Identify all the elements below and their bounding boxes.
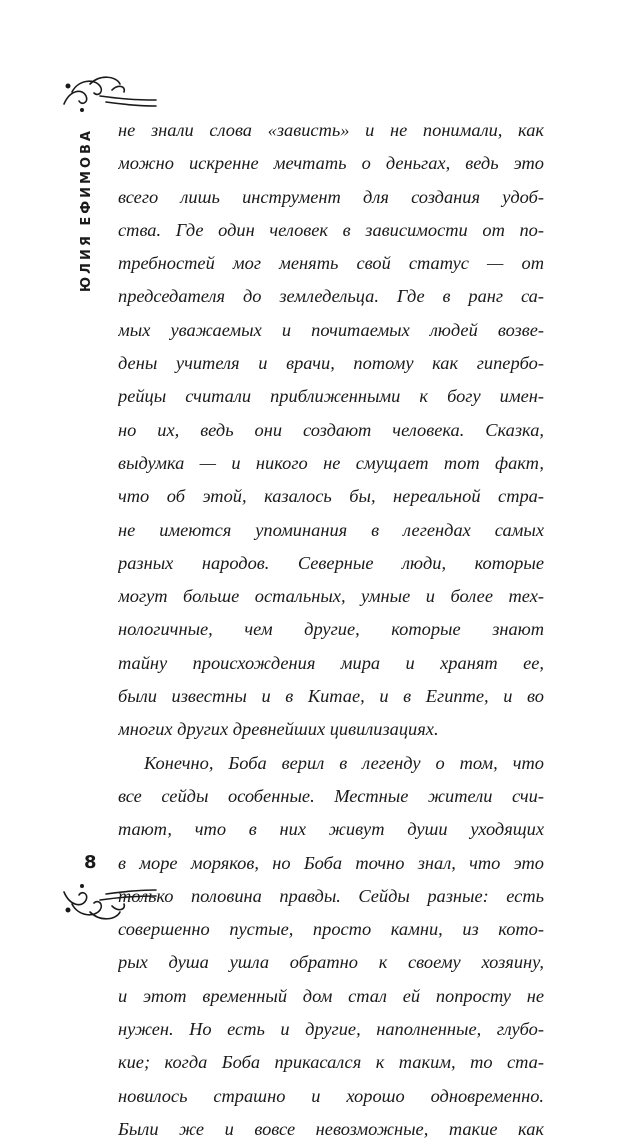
top-ornament-icon xyxy=(60,70,160,114)
bottom-ornament-icon xyxy=(60,882,160,926)
text-line: были известны и в Китае, и в Египте, и во xyxy=(118,686,544,707)
text-line: все сейды особенные. Местные жители счи- xyxy=(118,785,544,806)
author-name-vertical: ЮЛИЯ ЕФИМОВА xyxy=(79,128,94,293)
text-line: многих других древнейших цивилизациях. xyxy=(118,719,439,740)
text-line: требностей мог менять свой статус — от xyxy=(118,253,544,274)
text-line: не знали слова «зависть» и не понимали, как xyxy=(118,120,544,140)
text-line: в море моряков, но Боба точно знал, что это xyxy=(118,852,544,873)
text-line: только половина правды. Сейды разные: есть xyxy=(118,885,544,906)
body-text xyxy=(118,114,544,1146)
text-line: тают, что в них живут души уходящих xyxy=(118,819,544,840)
text-line: могут больше остальных, умные и более тех- xyxy=(118,586,544,607)
text-line: можно искренне мечтать о деньгах, ведь это xyxy=(118,153,544,174)
text-line: разных народов. Северные люди, которые xyxy=(118,552,544,573)
text-line: рых душа ушла обратно к своему хозяину, xyxy=(118,952,544,973)
text-line: совершенно пустые, просто камни, из кото- xyxy=(118,919,544,940)
text-line: не имеются упоминания в легендах самых xyxy=(118,519,544,540)
page-number: 8 xyxy=(84,852,97,873)
text-line: рейцы считали приближенными к богу имен- xyxy=(118,386,544,407)
text-line: кие; когда Боба прикасался к таким, то ста- xyxy=(118,1052,544,1073)
text-line: но их, ведь они создают человека. Сказка, xyxy=(118,419,544,440)
text-line: и этот временный дом стал ей попросту не xyxy=(118,985,544,1006)
text-line: председателя до земледельца. Где в ранг са- xyxy=(118,286,544,307)
text-line: тайну происхождения мира и хранят ее, xyxy=(118,652,544,673)
text-line: выдумка — и никого не смущает тот факт, xyxy=(118,452,544,473)
text-line: всего лишь инструмент для создания удоб- xyxy=(118,186,544,207)
text-line: новилось страшно и хорошо одновременно. xyxy=(118,1085,544,1106)
text-line: нологичные, чем другие, которые знают xyxy=(118,619,544,640)
text-line: что об этой, казалось бы, нереальной стра- xyxy=(118,486,544,507)
text-line: Были же и вовсе невозможные, такие как xyxy=(118,1118,544,1139)
text-line: дены учителя и врачи, потому как гипербо- xyxy=(118,353,544,374)
text-line: ства. Где один человек в зависимости от по- xyxy=(118,219,544,240)
text-line: Конечно, Боба верил в легенду о том, что xyxy=(144,752,544,773)
text-line: мых уважаемых и почитаемых людей возве- xyxy=(118,319,544,340)
text-line: нужен. Но есть и другие, наполненные, глубо- xyxy=(118,1019,544,1040)
